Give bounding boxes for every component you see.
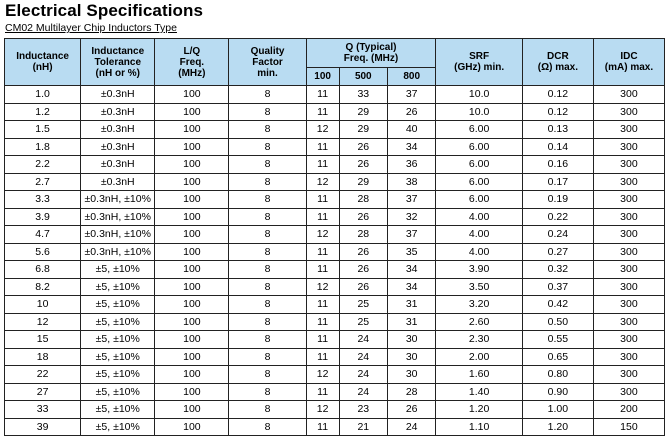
table-row (5, 103, 665, 121)
cell-quality-factor: 8 (229, 226, 306, 244)
cell-tolerance: ±5, ±10% (81, 401, 155, 419)
cell-inductance: 2.7 (5, 173, 81, 191)
cell-idc: 300 (593, 226, 664, 244)
cell-quality-factor: 8 (229, 331, 306, 349)
cell-tolerance: ±5, ±10% (81, 348, 155, 366)
cell-q-500: 26 (339, 278, 387, 296)
cell-lq-freq: 100 (155, 121, 229, 139)
cell-idc: 300 (593, 208, 664, 226)
cell-lq-freq: 100 (155, 418, 229, 436)
cell-q-800: 31 (387, 313, 435, 331)
cell-quality-factor: 8 (229, 348, 306, 366)
cell-tolerance: ±5, ±10% (81, 296, 155, 314)
cell-q-500: 23 (339, 401, 387, 419)
cell-idc: 300 (593, 86, 664, 104)
cell-tolerance: ±0.3nH (81, 173, 155, 191)
cell-tolerance: ±0.3nH (81, 138, 155, 156)
cell-lq-freq: 100 (155, 296, 229, 314)
cell-q-100: 11 (306, 208, 339, 226)
cell-dcr: 0.12 (522, 86, 593, 104)
cell-q-100: 11 (306, 418, 339, 436)
cell-idc: 200 (593, 401, 664, 419)
cell-inductance: 3.3 (5, 191, 81, 209)
cell-inductance: 12 (5, 313, 81, 331)
specifications-table (4, 38, 665, 436)
cell-q-500: 25 (339, 296, 387, 314)
cell-srf: 2.60 (436, 313, 522, 331)
cell-q-800: 34 (387, 138, 435, 156)
cell-dcr: 0.50 (522, 313, 593, 331)
cell-lq-freq: 100 (155, 261, 229, 279)
cell-tolerance: ±5, ±10% (81, 418, 155, 436)
cell-srf: 6.00 (436, 156, 522, 174)
cell-dcr: 0.37 (522, 278, 593, 296)
cell-lq-freq: 100 (155, 278, 229, 296)
cell-q-100: 11 (306, 383, 339, 401)
cell-q-500: 33 (339, 86, 387, 104)
cell-quality-factor: 8 (229, 208, 306, 226)
cell-inductance: 4.7 (5, 226, 81, 244)
cell-idc: 300 (593, 278, 664, 296)
cell-srf: 1.20 (436, 401, 522, 419)
cell-q-100: 12 (306, 173, 339, 191)
cell-dcr: 1.00 (522, 401, 593, 419)
cell-quality-factor: 8 (229, 156, 306, 174)
cell-inductance: 1.2 (5, 103, 81, 121)
cell-idc: 300 (593, 331, 664, 349)
cell-q-500: 28 (339, 191, 387, 209)
cell-dcr: 0.80 (522, 366, 593, 384)
cell-q-500: 25 (339, 313, 387, 331)
cell-srf: 10.0 (436, 103, 522, 121)
cell-tolerance: ±5, ±10% (81, 261, 155, 279)
header-inductance: Inductance (nH) (5, 39, 81, 86)
cell-lq-freq: 100 (155, 348, 229, 366)
cell-tolerance: ±0.3nH (81, 156, 155, 174)
cell-q-800: 40 (387, 121, 435, 139)
cell-lq-freq: 100 (155, 313, 229, 331)
table-row (5, 191, 665, 209)
cell-q-100: 11 (306, 191, 339, 209)
cell-q-500: 24 (339, 383, 387, 401)
table-row (5, 278, 665, 296)
cell-dcr: 0.12 (522, 103, 593, 121)
cell-quality-factor: 8 (229, 401, 306, 419)
cell-quality-factor: 8 (229, 313, 306, 331)
cell-q-800: 30 (387, 348, 435, 366)
cell-dcr: 0.14 (522, 138, 593, 156)
cell-idc: 300 (593, 366, 664, 384)
table-row (5, 313, 665, 331)
cell-inductance: 1.5 (5, 121, 81, 139)
cell-q-100: 11 (306, 156, 339, 174)
cell-q-100: 11 (306, 331, 339, 349)
cell-q-800: 24 (387, 418, 435, 436)
cell-inductance: 3.9 (5, 208, 81, 226)
cell-q-800: 38 (387, 173, 435, 191)
cell-q-100: 11 (306, 348, 339, 366)
cell-srf: 4.00 (436, 208, 522, 226)
cell-q-800: 26 (387, 401, 435, 419)
cell-quality-factor: 8 (229, 121, 306, 139)
cell-tolerance: ±5, ±10% (81, 383, 155, 401)
cell-q-500: 28 (339, 226, 387, 244)
table-row (5, 261, 665, 279)
cell-q-800: 30 (387, 331, 435, 349)
table-row (5, 348, 665, 366)
cell-dcr: 0.17 (522, 173, 593, 191)
cell-lq-freq: 100 (155, 173, 229, 191)
cell-q-100: 11 (306, 243, 339, 261)
cell-q-500: 29 (339, 121, 387, 139)
cell-idc: 300 (593, 383, 664, 401)
header-q-freq-800: 800 (387, 68, 435, 86)
cell-srf: 4.00 (436, 226, 522, 244)
cell-q-500: 24 (339, 331, 387, 349)
page-title: Electrical Specifications (5, 1, 204, 20)
cell-idc: 300 (593, 348, 664, 366)
cell-dcr: 0.90 (522, 383, 593, 401)
cell-quality-factor: 8 (229, 138, 306, 156)
header-quality-factor: Quality Factor min. (229, 39, 306, 86)
cell-q-500: 26 (339, 208, 387, 226)
cell-lq-freq: 100 (155, 401, 229, 419)
cell-tolerance: ±0.3nH (81, 121, 155, 139)
cell-q-800: 34 (387, 278, 435, 296)
cell-inductance: 6.8 (5, 261, 81, 279)
cell-idc: 300 (593, 156, 664, 174)
header-srf: SRF (GHz) min. (436, 39, 522, 86)
cell-quality-factor: 8 (229, 103, 306, 121)
cell-idc: 300 (593, 173, 664, 191)
cell-inductance: 1.0 (5, 86, 81, 104)
table-row (5, 296, 665, 314)
cell-q-800: 30 (387, 366, 435, 384)
cell-q-100: 11 (306, 86, 339, 104)
cell-q-500: 26 (339, 261, 387, 279)
cell-dcr: 0.13 (522, 121, 593, 139)
table-row (5, 243, 665, 261)
cell-dcr: 0.22 (522, 208, 593, 226)
cell-inductance: 10 (5, 296, 81, 314)
cell-inductance: 1.8 (5, 138, 81, 156)
cell-tolerance: ±0.3nH, ±10% (81, 191, 155, 209)
cell-tolerance: ±0.3nH (81, 86, 155, 104)
cell-quality-factor: 8 (229, 86, 306, 104)
cell-q-800: 37 (387, 86, 435, 104)
cell-lq-freq: 100 (155, 103, 229, 121)
cell-q-500: 29 (339, 103, 387, 121)
cell-dcr: 0.24 (522, 226, 593, 244)
cell-lq-freq: 100 (155, 208, 229, 226)
header-q-typical: Q (Typical) Freq. (MHz) (306, 39, 436, 68)
cell-quality-factor: 8 (229, 261, 306, 279)
cell-srf: 1.40 (436, 383, 522, 401)
table-row (5, 156, 665, 174)
cell-q-100: 12 (306, 278, 339, 296)
table-row (5, 121, 665, 139)
cell-srf: 1.60 (436, 366, 522, 384)
cell-inductance: 15 (5, 331, 81, 349)
cell-tolerance: ±0.3nH, ±10% (81, 243, 155, 261)
cell-q-100: 12 (306, 121, 339, 139)
cell-inductance: 18 (5, 348, 81, 366)
cell-srf: 10.0 (436, 86, 522, 104)
cell-lq-freq: 100 (155, 366, 229, 384)
cell-q-500: 21 (339, 418, 387, 436)
table-row (5, 208, 665, 226)
cell-q-100: 12 (306, 401, 339, 419)
cell-idc: 300 (593, 191, 664, 209)
cell-q-100: 11 (306, 103, 339, 121)
header-dcr: DCR (Ω) max. (522, 39, 593, 86)
cell-inductance: 39 (5, 418, 81, 436)
cell-tolerance: ±5, ±10% (81, 366, 155, 384)
cell-inductance: 33 (5, 401, 81, 419)
cell-q-100: 11 (306, 261, 339, 279)
header-tolerance: Inductance Tolerance (nH or %) (81, 39, 155, 86)
cell-quality-factor: 8 (229, 383, 306, 401)
cell-q-800: 31 (387, 296, 435, 314)
cell-tolerance: ±5, ±10% (81, 331, 155, 349)
cell-q-800: 28 (387, 383, 435, 401)
cell-idc: 150 (593, 418, 664, 436)
cell-srf: 2.00 (436, 348, 522, 366)
cell-idc: 300 (593, 296, 664, 314)
cell-srf: 6.00 (436, 173, 522, 191)
cell-quality-factor: 8 (229, 278, 306, 296)
cell-dcr: 1.20 (522, 418, 593, 436)
cell-lq-freq: 100 (155, 138, 229, 156)
cell-dcr: 0.27 (522, 243, 593, 261)
cell-quality-factor: 8 (229, 296, 306, 314)
cell-quality-factor: 8 (229, 243, 306, 261)
cell-q-800: 35 (387, 243, 435, 261)
cell-inductance: 8.2 (5, 278, 81, 296)
cell-srf: 6.00 (436, 121, 522, 139)
cell-lq-freq: 100 (155, 86, 229, 104)
header-q-freq-100: 100 (306, 68, 339, 86)
cell-srf: 3.50 (436, 278, 522, 296)
cell-dcr: 0.42 (522, 296, 593, 314)
cell-srf: 1.10 (436, 418, 522, 436)
cell-inductance: 22 (5, 366, 81, 384)
cell-tolerance: ±5, ±10% (81, 313, 155, 331)
cell-tolerance: ±0.3nH (81, 103, 155, 121)
cell-q-500: 26 (339, 243, 387, 261)
cell-lq-freq: 100 (155, 383, 229, 401)
cell-quality-factor: 8 (229, 366, 306, 384)
cell-q-800: 36 (387, 156, 435, 174)
cell-lq-freq: 100 (155, 226, 229, 244)
header-q-freq-500: 500 (339, 68, 387, 86)
cell-q-800: 34 (387, 261, 435, 279)
cell-lq-freq: 100 (155, 243, 229, 261)
cell-dcr: 0.65 (522, 348, 593, 366)
cell-inductance: 5.6 (5, 243, 81, 261)
cell-idc: 300 (593, 313, 664, 331)
cell-dcr: 0.55 (522, 331, 593, 349)
cell-q-500: 26 (339, 138, 387, 156)
cell-q-800: 26 (387, 103, 435, 121)
table-row (5, 226, 665, 244)
table-body (5, 86, 665, 436)
cell-quality-factor: 8 (229, 418, 306, 436)
cell-q-800: 37 (387, 226, 435, 244)
cell-srf: 4.00 (436, 243, 522, 261)
cell-inductance: 2.2 (5, 156, 81, 174)
cell-tolerance: ±5, ±10% (81, 278, 155, 296)
table-row (5, 173, 665, 191)
table-row (5, 331, 665, 349)
cell-q-100: 11 (306, 138, 339, 156)
cell-dcr: 0.16 (522, 156, 593, 174)
cell-idc: 300 (593, 261, 664, 279)
cell-q-500: 24 (339, 366, 387, 384)
cell-srf: 3.90 (436, 261, 522, 279)
cell-idc: 300 (593, 138, 664, 156)
cell-lq-freq: 100 (155, 331, 229, 349)
cell-q-100: 12 (306, 226, 339, 244)
cell-q-500: 29 (339, 173, 387, 191)
cell-srf: 3.20 (436, 296, 522, 314)
cell-tolerance: ±0.3nH, ±10% (81, 226, 155, 244)
cell-idc: 300 (593, 243, 664, 261)
cell-q-800: 32 (387, 208, 435, 226)
table-row (5, 366, 665, 384)
cell-q-500: 24 (339, 348, 387, 366)
cell-q-100: 11 (306, 296, 339, 314)
cell-idc: 300 (593, 103, 664, 121)
table-row (5, 138, 665, 156)
cell-dcr: 0.19 (522, 191, 593, 209)
cell-q-100: 11 (306, 313, 339, 331)
cell-q-500: 26 (339, 156, 387, 174)
cell-quality-factor: 8 (229, 173, 306, 191)
cell-srf: 6.00 (436, 138, 522, 156)
table-row (5, 401, 665, 419)
header-lq-freq: L/Q Freq. (MHz) (155, 39, 229, 86)
cell-tolerance: ±0.3nH, ±10% (81, 208, 155, 226)
cell-quality-factor: 8 (229, 191, 306, 209)
cell-lq-freq: 100 (155, 156, 229, 174)
table-row (5, 383, 665, 401)
cell-lq-freq: 100 (155, 191, 229, 209)
table-row (5, 418, 665, 436)
cell-dcr: 0.32 (522, 261, 593, 279)
cell-q-800: 37 (387, 191, 435, 209)
cell-srf: 6.00 (436, 191, 522, 209)
table-row (5, 86, 665, 104)
header-idc: IDC (mA) max. (593, 39, 664, 86)
cell-idc: 300 (593, 121, 664, 139)
cell-q-100: 12 (306, 366, 339, 384)
cell-srf: 2.30 (436, 331, 522, 349)
cell-inductance: 27 (5, 383, 81, 401)
table-subtitle: CM02 Multilayer Chip Inductors Type (5, 22, 177, 34)
